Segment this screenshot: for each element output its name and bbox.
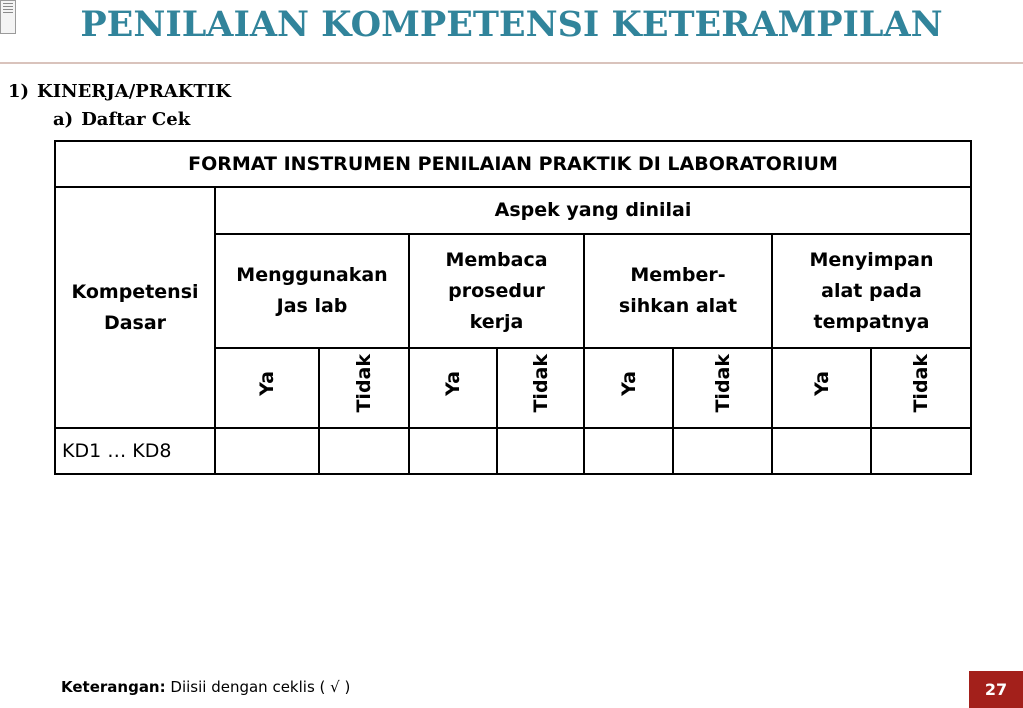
yes-header: Ya [409, 348, 497, 428]
no-header: Tidak [673, 348, 772, 428]
competency-header [55, 187, 215, 428]
check-cell [673, 428, 772, 474]
check-cell [772, 428, 871, 474]
check-cell [584, 428, 673, 474]
aspect-header: Member-sihkan alat [584, 234, 772, 348]
competency-header-label: Kompetensi Dasar [71, 280, 199, 334]
competency-cell: KD1 … KD8 [55, 428, 215, 474]
aspect-header: Menggunakan Jas lab [215, 234, 409, 348]
table-row [55, 428, 971, 474]
check-cell [215, 428, 319, 474]
title-divider [0, 62, 1023, 64]
section-number: 1) [8, 81, 30, 102]
yes-header: Ya [584, 348, 673, 428]
aspect-group-header: Aspek yang dinilai [215, 187, 971, 234]
footer-note [61, 678, 350, 696]
subsection-heading [53, 109, 190, 130]
no-header: Tidak [319, 348, 409, 428]
assessment-table [54, 140, 972, 475]
aspect-header: Membaca prosedur kerja [409, 234, 584, 348]
yes-header: Ya [215, 348, 319, 428]
subsection-label: Daftar Cek [81, 109, 191, 130]
check-cell [319, 428, 409, 474]
subsection-number: a) [53, 109, 74, 130]
check-cell [497, 428, 584, 474]
yes-header: Ya [772, 348, 871, 428]
table-title: FORMAT INSTRUMEN PENILAIAN PRAKTIK DI LABORATORIUM [55, 141, 971, 187]
footer-note-text: Diisii dengan ceklis ( √ ) [165, 678, 351, 696]
section-heading [8, 81, 231, 102]
no-header: Tidak [871, 348, 971, 428]
slide-title: PENILAIAN KOMPETENSI KETERAMPILAN [80, 4, 943, 45]
page-number-badge: 27 [969, 671, 1023, 708]
footer-note-label: Keterangan: [61, 678, 166, 696]
check-cell [409, 428, 497, 474]
check-cell [871, 428, 971, 474]
no-header: Tidak [497, 348, 584, 428]
section-label: KINERJA/PRAKTIK [37, 81, 231, 102]
aspect-header: Menyimpan alat pada tempatnya [772, 234, 971, 348]
